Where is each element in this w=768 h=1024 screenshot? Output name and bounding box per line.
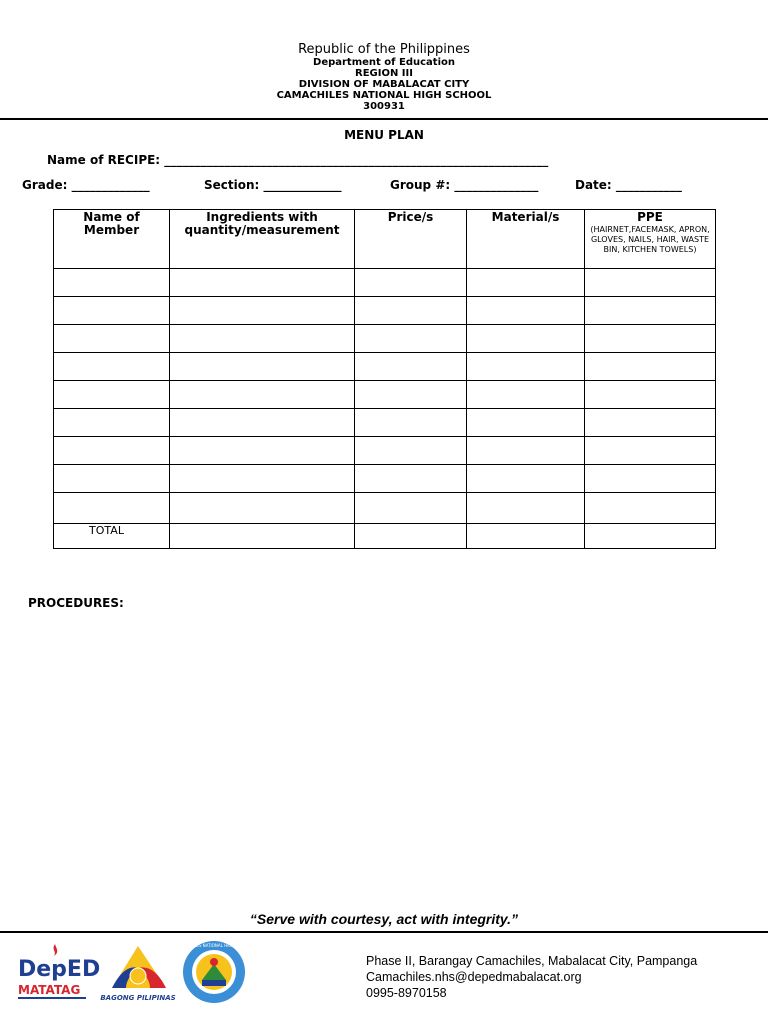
total-row [54, 524, 716, 549]
table-row [54, 493, 716, 524]
ppe-note: (HAIRNET,FACEMASK, APRON, GLOVES, NAILS, HAIR, WASTE BIN, KITCHEN TOWELS) [590, 225, 710, 254]
school-id: 300931 [363, 101, 405, 112]
department-name: Department of Education [313, 57, 455, 68]
school-address: Phase II, Barangay Camachiles, Mabalacat City, Pampanga [366, 954, 698, 968]
col-header-materials: Material/s [467, 210, 585, 269]
school-contact [366, 953, 697, 1001]
header-divider [0, 118, 768, 120]
table-row [54, 325, 716, 353]
table-row [54, 381, 716, 409]
letterhead [0, 42, 768, 112]
table-row [54, 297, 716, 325]
division-name: DIVISION OF MABALACAT CITY [298, 79, 470, 90]
svg-text:DepED: DepED [18, 957, 101, 982]
document-title: MENU PLAN [344, 128, 424, 142]
school-phone: 0995-8970158 [366, 986, 447, 1000]
grade-field: Grade: _____________ [22, 178, 150, 192]
section-field: Section: _____________ [204, 178, 342, 192]
table-header-row [54, 210, 716, 269]
svg-text:MATATAG: MATATAG [18, 983, 81, 997]
svg-text:CAMACHILES NATIONAL HIGH SCHOO: CAMACHILES NATIONAL HIGH SCHOOL [175, 943, 253, 948]
footer-logos [16, 940, 256, 1010]
svg-text:BAGONG PILIPINAS: BAGONG PILIPINAS [100, 994, 176, 1002]
table-row [54, 353, 716, 381]
recipe-name-field: Name of RECIPE: ________________________________________________________________ [47, 153, 549, 167]
region-name: REGION III [355, 68, 413, 79]
logos-graphic [16, 940, 256, 1010]
table-row [54, 465, 716, 493]
group-field: Group #: ______________ [390, 178, 539, 192]
procedures-label: PROCEDURES: [28, 596, 124, 610]
table-row [54, 269, 716, 297]
total-label: TOTAL [54, 524, 170, 549]
table-row [54, 409, 716, 437]
school-motto: “Serve with courtesy, act with integrity.” [249, 911, 519, 927]
table-row [54, 437, 716, 465]
date-field: Date: ___________ [575, 178, 682, 192]
deped-logo [18, 944, 100, 999]
country-name: Republic of the Philippines [298, 42, 470, 57]
school-name: CAMACHILES NATIONAL HIGH SCHOOL [276, 90, 492, 101]
school-email: Camachiles.nhs@depedmabalacat.org [366, 970, 582, 984]
col-header-name: Name of Member [54, 210, 170, 269]
footer-divider [0, 931, 768, 933]
col-header-ingredients: Ingredients with quantity/measurement [170, 210, 355, 269]
col-header-ppe: PPE (HAIRNET,FACEMASK, APRON, GLOVES, NAILS, HAIR, WASTE BIN, KITCHEN TOWELS) [585, 210, 716, 269]
school-seal [175, 941, 253, 1003]
bagong-pilipinas-logo [100, 946, 175, 1002]
col-header-price: Price/s [355, 210, 467, 269]
menu-plan-table [53, 209, 716, 549]
